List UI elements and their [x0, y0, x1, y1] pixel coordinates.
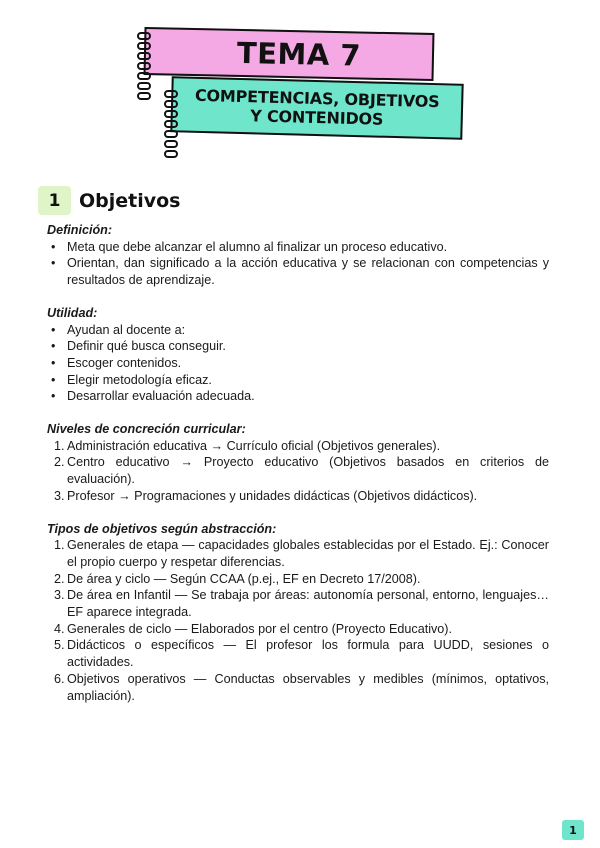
section-title: Objetivos [79, 190, 181, 212]
tipos-list [47, 537, 549, 704]
list-item: • Elegir metodología eficaz. [47, 372, 549, 389]
list-item: • Meta que debe alcanzar el alumno al finalizar un proceso educativo. [47, 239, 549, 256]
subtitle-line-1: COMPETENCIAS, OBJETIVOS [194, 85, 440, 112]
page-title: TEMA 7 [236, 35, 362, 73]
utilidad-heading: Utilidad: [47, 305, 98, 320]
list-item: • Desarrollar evaluación adecuada. [47, 388, 549, 405]
subtitle-line-2: Y CONTENIDOS [249, 106, 384, 129]
definicion-block [47, 222, 549, 289]
section-content [47, 222, 549, 720]
utilidad-block [47, 305, 549, 405]
niveles-heading: Niveles de concreción curricular: [47, 422, 246, 437]
utilidad-list [47, 322, 549, 406]
spiral-binding-icon [137, 32, 151, 102]
list-item: • Definir qué busca conseguir. [47, 338, 549, 355]
page-number-badge: 1 [562, 820, 584, 840]
list-item: • Escoger contenidos. [47, 355, 549, 372]
spiral-binding-icon [164, 90, 178, 160]
section-number-badge: 1 [38, 186, 71, 215]
list-item: 6. Objetivos operativos — Conductas observables y medibles (mínimos, optativos, ampliación). [54, 671, 549, 703]
definicion-list [47, 239, 549, 289]
tipos-heading: Tipos de objetivos según abstracción: [47, 521, 277, 536]
list-item: • Ayudan al docente a: [47, 322, 549, 339]
list-item: 3. De área en Infantil — Se trabaja por áreas: autonomía personal, entorno, lenguajes… EF aparece integrada. [54, 588, 549, 620]
title-banner [144, 27, 435, 81]
list-item: 4. Generales de ciclo — Elaborados por el centro (Proyecto Educativo). [54, 621, 453, 636]
list-item: 2. De área y ciclo — Según CCAA (p.ej., EF en Decreto 17/2008). [54, 571, 421, 586]
list-item: 3. Profesor → Programaciones y unidades didácticas (Objetivos didácticos). [54, 488, 478, 503]
list-item: 1. Generales de etapa — capacidades globales establecidas por el Estado. Ej.: Conocer el propio cuerpo y respetar diferencias. [54, 538, 549, 569]
niveles-list [47, 438, 549, 505]
definicion-heading: Definición: [47, 223, 113, 237]
list-item: 1. Administración educativa → Currículo oficial (Objetivos generales). [54, 438, 441, 453]
list-item: • Orientan, dan significado a la acción educativa y se relacionan con competencias y resultados de aprendizaje. [47, 255, 549, 288]
subtitle-banner [170, 76, 463, 140]
niveles-block [47, 421, 549, 505]
list-item: 2. Centro educativo → Proyecto educativo (Objetivos basados en criterios de evaluación). [54, 455, 549, 487]
list-item: 5. Didácticos o específicos — El profesor los formula para UUDD, sesiones o actividades. [54, 638, 549, 670]
tipos-block [47, 521, 549, 705]
